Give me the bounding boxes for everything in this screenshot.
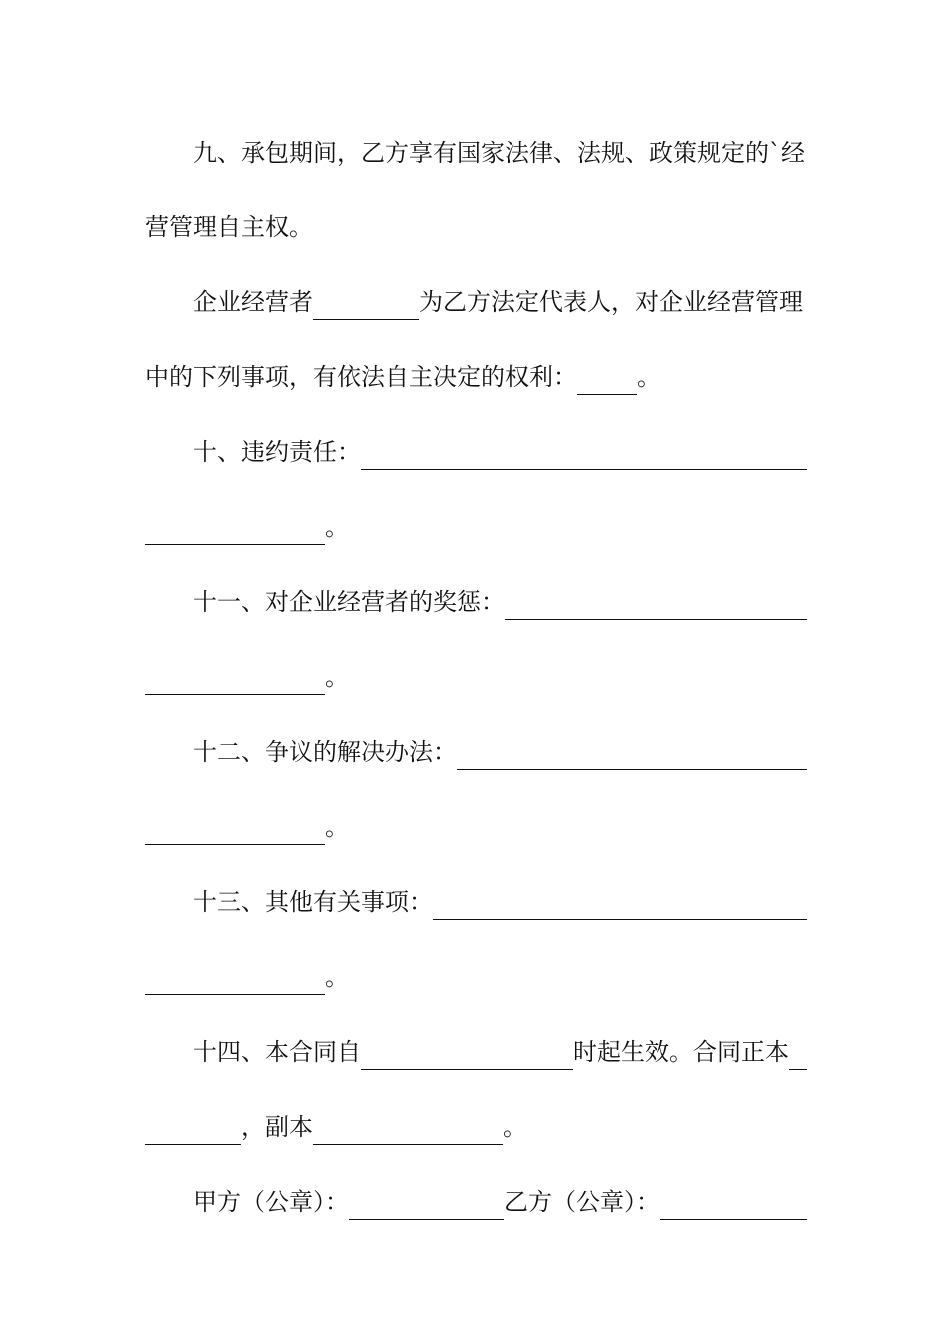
operator-prefix: 企业经营者 bbox=[193, 288, 313, 316]
clause-9-text-cont: 营管理自主权。 bbox=[145, 213, 313, 241]
clause-10-line-1 bbox=[145, 434, 807, 470]
clause-10-blank-cont[interactable] bbox=[145, 518, 325, 545]
operator-mid-text: 为乙方法定代表人，对企业经营管理 bbox=[419, 288, 803, 316]
clause-14-date-blank[interactable] bbox=[361, 1043, 573, 1070]
party-a-seal-blank[interactable] bbox=[349, 1193, 504, 1220]
party-a-label: 甲方（公章）： bbox=[193, 1188, 349, 1216]
clause-9-line-2 bbox=[145, 209, 807, 245]
operator-name-blank[interactable] bbox=[313, 293, 419, 320]
clause-11-label: 十一、对企业经营者的奖惩： bbox=[193, 588, 505, 616]
clause-12-blank-cont[interactable] bbox=[145, 818, 325, 845]
clause-13-line-1 bbox=[145, 884, 807, 920]
clause-11-line-2 bbox=[145, 659, 807, 695]
operator-end-mark: 。 bbox=[637, 363, 661, 391]
signature-line bbox=[145, 1184, 807, 1220]
clause-11-end-mark: 。 bbox=[325, 663, 349, 691]
clause-13-label: 十三、其他有关事项： bbox=[193, 888, 433, 916]
clause-14-copy-text: ，副本 bbox=[241, 1113, 313, 1141]
clause-9-line-1 bbox=[145, 135, 807, 171]
clause-10-label: 十、违约责任： bbox=[193, 438, 361, 466]
clause-14-line-1 bbox=[145, 1034, 807, 1070]
party-b-seal-blank[interactable] bbox=[660, 1193, 807, 1220]
clause-11-blank-cont[interactable] bbox=[145, 668, 325, 695]
clause-10-end-mark: 。 bbox=[325, 513, 349, 541]
clause-14-original-blank[interactable] bbox=[789, 1043, 807, 1070]
clause-13-blank-cont[interactable] bbox=[145, 968, 325, 995]
operator-line-2 bbox=[145, 359, 807, 395]
clause-12-blank[interactable] bbox=[457, 743, 807, 770]
clause-11-line-1 bbox=[145, 584, 807, 620]
clause-10-blank[interactable] bbox=[361, 443, 807, 470]
clause-12-end-mark: 。 bbox=[325, 813, 349, 841]
clause-14-original-blank-cont[interactable] bbox=[145, 1118, 241, 1145]
clause-14-end-mark: 。 bbox=[503, 1113, 527, 1141]
clause-10-line-2 bbox=[145, 509, 807, 545]
clause-12-label: 十二、争议的解决办法： bbox=[193, 738, 457, 766]
clause-14-line-2 bbox=[145, 1109, 807, 1145]
operator-line-1 bbox=[145, 284, 807, 320]
clause-14-copy-blank[interactable] bbox=[313, 1118, 503, 1145]
clause-13-line-2 bbox=[145, 959, 807, 995]
clause-12-line-1 bbox=[145, 734, 807, 770]
clause-9-text: 九、承包期间，乙方享有国家法律、法规、政策规定的`经 bbox=[193, 139, 805, 167]
operator-rights-text: 中的下列事项，有依法自主决定的权利： bbox=[145, 363, 577, 391]
clause-12-line-2 bbox=[145, 809, 807, 845]
clause-11-blank[interactable] bbox=[505, 593, 807, 620]
party-b-label: 乙方（公章）： bbox=[504, 1188, 660, 1216]
operator-rights-blank[interactable] bbox=[577, 368, 637, 395]
clause-13-end-mark: 。 bbox=[325, 963, 349, 991]
clause-14-mid-text: 时起生效。合同正本 bbox=[573, 1038, 789, 1066]
clause-13-blank[interactable] bbox=[433, 893, 807, 920]
clause-14-prefix: 十四、本合同自 bbox=[193, 1038, 361, 1066]
